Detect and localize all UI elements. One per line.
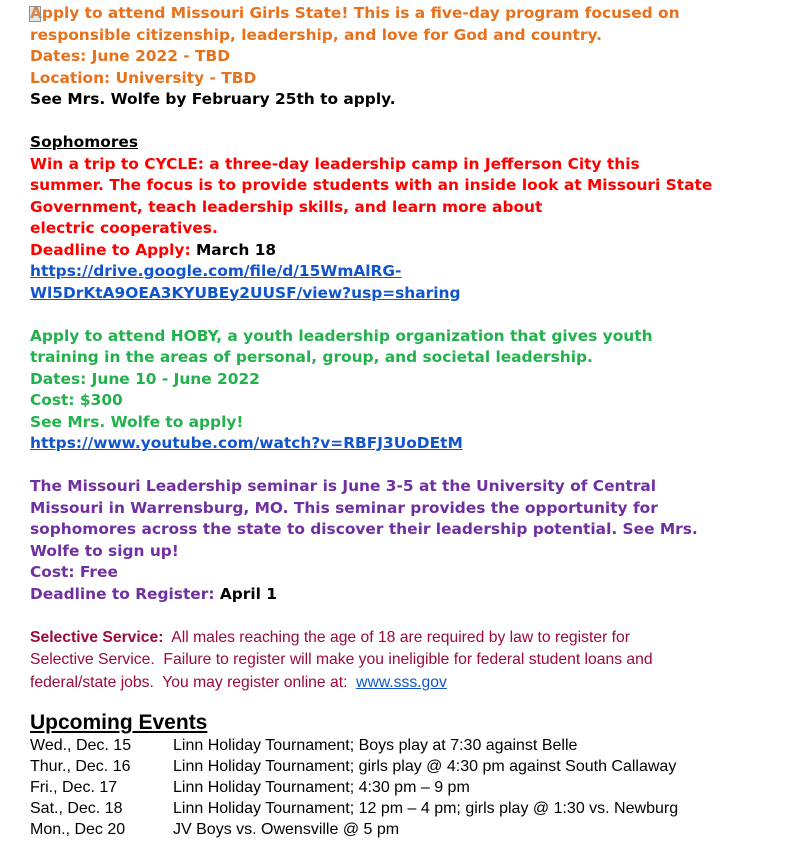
seminar-line-3: sophomores across the state to discover their leadership potential. See Mrs. <box>30 520 698 538</box>
hoby-link[interactable]: https://www.youtube.com/watch?v=RBFJ3UoDEtM <box>30 434 463 452</box>
events-title: Upcoming Events <box>30 711 208 734</box>
event-row <box>30 735 780 756</box>
seminar-deadline <box>30 584 780 606</box>
hoby-section <box>30 326 780 455</box>
girls-state-section <box>30 3 780 111</box>
cycle-line-2: summer. The focus is to provide students with an inside look at Missouri State <box>30 176 713 194</box>
hoby-contact: See Mrs. Wolfe to apply! <box>30 412 244 431</box>
event-date: Sat., Dec. 18 <box>30 800 123 817</box>
event-row <box>30 756 780 777</box>
event-description: Linn Holiday Tournament; girls play @ 4:30 pm against South Callaway <box>173 758 677 775</box>
seminar-line-1: The Missouri Leadership seminar is June 3-5 at the University of Central <box>30 477 657 495</box>
event-description: Linn Holiday Tournament; Boys play at 7:30 against Belle <box>173 737 578 754</box>
selective-service-line-1 <box>30 627 780 650</box>
sss-link[interactable]: www.sss.gov <box>356 673 447 691</box>
events-list <box>30 735 780 840</box>
seminar-section <box>30 476 780 605</box>
selective-service-line-3 <box>30 672 780 695</box>
events-section <box>30 711 780 840</box>
girls-state-intro-line-1 <box>30 3 780 25</box>
event-date: Fri., Dec. 17 <box>30 779 118 796</box>
event-row <box>30 798 780 819</box>
hoby-line-1: Apply to attend HOBY, a youth leadership organization that gives youth <box>30 326 653 345</box>
text-cursor-selection <box>30 3 42 25</box>
event-description: Linn Holiday Tournament; 12 pm – 4 pm; girls play @ 1:30 vs. Newburg <box>173 800 679 817</box>
girls-state-contact: See Mrs. Wolfe by February 25th to apply. <box>30 90 396 108</box>
event-row <box>30 777 780 798</box>
cycle-link[interactable] <box>30 261 780 304</box>
selective-service-line-2: Selective Service. Failure to register will make you ineligible for federal student loans and <box>30 651 653 668</box>
selective-service-section <box>30 627 780 695</box>
cycle-deadline-label: Deadline to Apply: <box>30 240 191 259</box>
seminar-cost: Cost: Free <box>30 563 118 581</box>
selective-service-text-1: All males reaching the age of 18 are required by law to register for <box>163 628 630 646</box>
event-description: Linn Holiday Tournament; 4:30 pm – 9 pm <box>173 779 470 796</box>
seminar-deadline-label: Deadline to Register: <box>30 584 215 603</box>
spacer <box>30 111 780 133</box>
spacer <box>30 694 780 711</box>
spacer <box>30 605 780 627</box>
sophomores-section <box>30 132 780 304</box>
girls-state-first-letter: A <box>30 4 42 22</box>
hoby-line-2: training in the areas of personal, group, and societal leadership. <box>30 348 593 366</box>
spacer <box>30 304 780 326</box>
girls-state-dates: Dates: June 2022 - TBD <box>30 47 231 65</box>
event-row <box>30 819 780 840</box>
selective-service-text-3: federal/state jobs. You may register online at: <box>30 673 357 691</box>
event-date: Thur., Dec. 16 <box>30 758 131 775</box>
cycle-link-line-2[interactable]: Wl5DrKtA9OEA3KYUBEy2UUSF/view?usp=sharing <box>30 283 461 302</box>
cycle-deadline <box>30 240 780 262</box>
hoby-link-line[interactable] <box>30 433 780 455</box>
hoby-cost: Cost: $300 <box>30 391 123 409</box>
cycle-line-4: electric cooperatives. <box>30 219 218 237</box>
cycle-line-1: Win a trip to CYCLE: a three-day leadership camp in Jefferson City this <box>30 154 640 173</box>
selective-service-title: Selective Service: <box>30 628 164 646</box>
girls-state-intro-line-2: responsible citizenship, leadership, and love for God and country. <box>30 25 602 44</box>
girls-state-location: Location: University - TBD <box>30 68 257 87</box>
seminar-line-2: Missouri in Warrensburg, MO. This seminar provides the opportunity for <box>30 498 658 517</box>
girls-state-intro-text: pply to attend Missouri Girls State! This is a five-day program focused on <box>41 4 680 22</box>
seminar-line-4: Wolfe to sign up! <box>30 541 179 560</box>
cycle-link-line-1[interactable]: https://drive.google.com/file/d/15WmAlRG- <box>30 262 402 280</box>
spacer <box>30 455 780 477</box>
event-date: Wed., Dec. 15 <box>30 737 132 754</box>
seminar-deadline-value: April 1 <box>214 584 277 603</box>
cycle-deadline-value: March 18 <box>190 240 277 259</box>
cycle-line-3: Government, teach leadership skills, and learn more about <box>30 197 543 216</box>
cursor-highlight <box>29 6 41 22</box>
sophomores-heading: Sophomores <box>30 133 139 151</box>
hoby-dates: Dates: June 10 - June 2022 <box>30 369 260 388</box>
newsletter-page <box>30 3 780 840</box>
event-description: JV Boys vs. Owensville @ 5 pm <box>173 821 400 838</box>
event-date: Mon., Dec 20 <box>30 821 126 838</box>
